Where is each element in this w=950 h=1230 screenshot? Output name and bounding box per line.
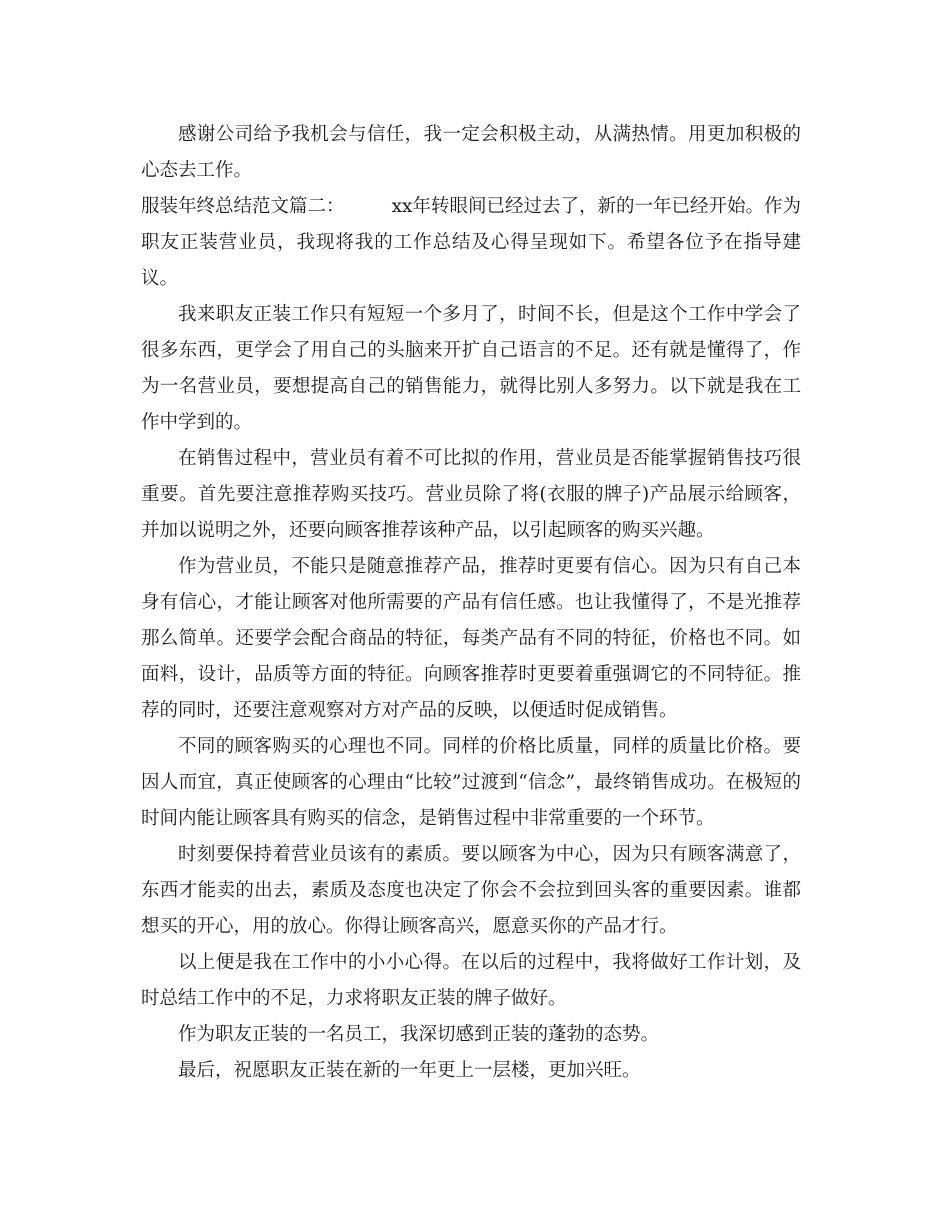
paragraph-employee: 作为职友正装的一名员工，我深切感到正装的蓬勃的态势。: [178, 1024, 660, 1045]
paragraph-experience: 我来职友正装工作只有短短一个多月了，时间不长，但是这个工作中学会了很多东西，更学会了用自己的头脑来开扩自己语言的不足。还有就是懂得了，作为一名营业员，要想提高自己的销售能力，就得比别人多努力。以下就是我在工作中学到的。: [141, 304, 801, 433]
paragraph-quality: 时刻要保持着营业员该有的素质。要以顾客为中心，因为只有顾客满意了，东西才能卖的出去，素质及态度也决定了你会不会拉到回头客的重要因素。谁都想买的开心，用的放心。你得让顾客高兴，愿意买你的产品才行。: [141, 844, 801, 937]
paragraph-recommend: 作为营业员，不能只是随意推荐产品，推荐时更要有信心。因为只有自己本身有信心，才能让顾客对他所需要的产品有信任感。也让我懂得了，不是光推荐那么简单。还要学会配合商品的特征，每类产品有不同的特征，价格也不同。如面料，设计，品质等方面的特征。向顾客推荐时更要着重强调它的不同特征。推荐的同时，还要注意观察对方对产品的反映，以便适时促成销售。: [141, 556, 801, 721]
section-two-paragraph: [141, 189, 801, 297]
paragraph-closing: 最后，祝愿职友正装在新的一年更上一层楼，更加兴旺。: [178, 1060, 641, 1081]
paragraph-summary: 以上便是我在工作中的小小心得。在以后的过程中，我将做好工作计划，及时总结工作中的不足，力求将职友正装的牌子做好。: [141, 952, 801, 1009]
paragraph-sales-skills: 在销售过程中，营业员有着不可比拟的作用，营业员是否能掌握销售技巧很重要。首先要注意推荐购买技巧。营业员除了将(衣服的牌子)产品展示给顾客，并加以说明之外，还要向顾客推荐该种产品，以引起顾客的购买兴趣。: [141, 448, 801, 541]
document-body: [141, 117, 801, 1089]
section-heading: 服装年终总结范文篇二：: [141, 196, 345, 217]
paragraph-customer-psychology: 不同的顾客购买的心理也不同。同样的价格比质量，同样的质量比价格。要因人而宜，真正使顾客的心理由“比较”过渡到“信念”，最终销售成功。在极短的时间内能让顾客具有购买的信念，是销售过程中非常重要的一个环节。: [141, 736, 801, 829]
paragraph-thanks: 感谢公司给予我机会与信任，我一定会积极主动，从满热情。用更加积极的心态去工作。: [141, 124, 801, 181]
heading-gap: [345, 196, 392, 217]
section-intro: xx年转眼间已经过去了，新的一年已经开始。作为职友正装营业员，我现将我的工作总结及心得呈现如下。希望各位予在指导建议。: [141, 196, 801, 289]
